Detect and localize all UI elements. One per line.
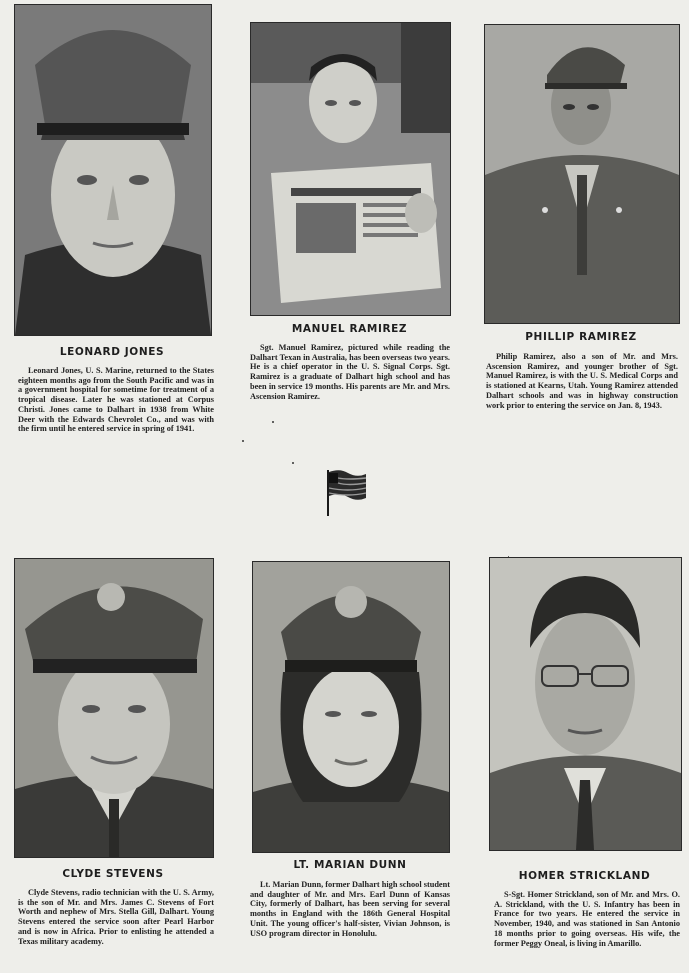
- bio-phillip-ramirez: Philip Ramirez, also a son of Mr. and Mrs. Ascension Ramirez, and younger brother of Sgt. Manuel Ramirez, is with the U. S. Medical Corps and is stationed at Kearns, Utah. Young Ramirez attended Dalhart schools and was in highway construction work prior to entering the service on Jan. 8, 1943.: [486, 352, 678, 410]
- photo-clyde-stevens: [14, 558, 214, 858]
- photo-leonard-jones: [14, 4, 212, 336]
- portrait-marine-icon: [15, 5, 211, 335]
- bio-manuel-ramirez: Sgt. Manuel Ramirez, pictured while reading the Dalhart Texan in Australia, has been overseas two years. He is a chief operator in the U. S. Signal Corps. Sgt. Ramirez is a graduate of Dalhart high school and has been in service 19 months. His parents are Mr. and Mrs. Ascension Ramirez.: [250, 343, 450, 401]
- bio-leonard-jones: Leonard Jones, U. S. Marine, returned to the States eighteen months ago from the South Pacific and was in a government hospital for sometime for treatment of a tropical disease. Later he was stationed at Corpus Christi. Jones came to Dalhart in 1938 from White Deer with the Edwards Chevrolet Co., and was with the firm until he entered service in spring of 1941.: [18, 366, 214, 434]
- name-homer-strickland: HOMER STRICKLAND: [518, 870, 651, 882]
- photo-marian-dunn: [252, 561, 450, 853]
- portrait-lieutenant-woman-icon: [253, 562, 449, 852]
- portrait-army-officer-icon: [15, 559, 213, 857]
- portrait-reading-newspaper-icon: [251, 23, 450, 315]
- name-marian-dunn: LT. MARIAN DUNN: [293, 859, 407, 871]
- photo-phillip-ramirez: [484, 24, 680, 324]
- name-phillip-ramirez: PHILLIP RAMIREZ: [525, 331, 637, 343]
- bio-homer-strickland: S-Sgt. Homer Strickland, son of Mr. and Mrs. O. A. Strickland, with the U. S. Infantry has been in France for two years. He entered the service in November, 1940, and was stationed in San Antonio 18 months prior to going overseas. His wife, the former Peggy Oneal, is living in Amarillo.: [494, 890, 680, 948]
- bio-marian-dunn: Lt. Marian Dunn, former Dalhart high school student and daughter of Mr. and Mrs. Earl Dunn of Kansas City, formerly of Dalhart, has been serving for several months in England with the 186th General Hospital Unit. The young officer's half-sister, Vivian Johnson, is USO program director in Honolulu.: [250, 880, 450, 938]
- name-manuel-ramirez: MANUEL RAMIREZ: [291, 323, 408, 335]
- photo-manuel-ramirez: [250, 22, 451, 316]
- name-clyde-stevens: CLYDE STEVENS: [62, 868, 164, 880]
- portrait-man-glasses-icon: [490, 558, 681, 850]
- bio-clyde-stevens: Clyde Stevens, radio technician with the U. S. Army, is the son of Mr. and Mrs. James C. Stevens of Fort Worth and nephew of Mrs. Stella Gill, Dalhart. Young Stevens entered the service soon after Pearl Harbor and is now in Africa. Prior to enlisting he attended a Texas military academy.: [18, 888, 214, 946]
- name-leonard-jones: LEONARD JONES: [59, 346, 165, 358]
- portrait-soldier-icon: [485, 25, 679, 323]
- american-flag-icon: [326, 468, 368, 518]
- photo-homer-strickland: [489, 557, 682, 851]
